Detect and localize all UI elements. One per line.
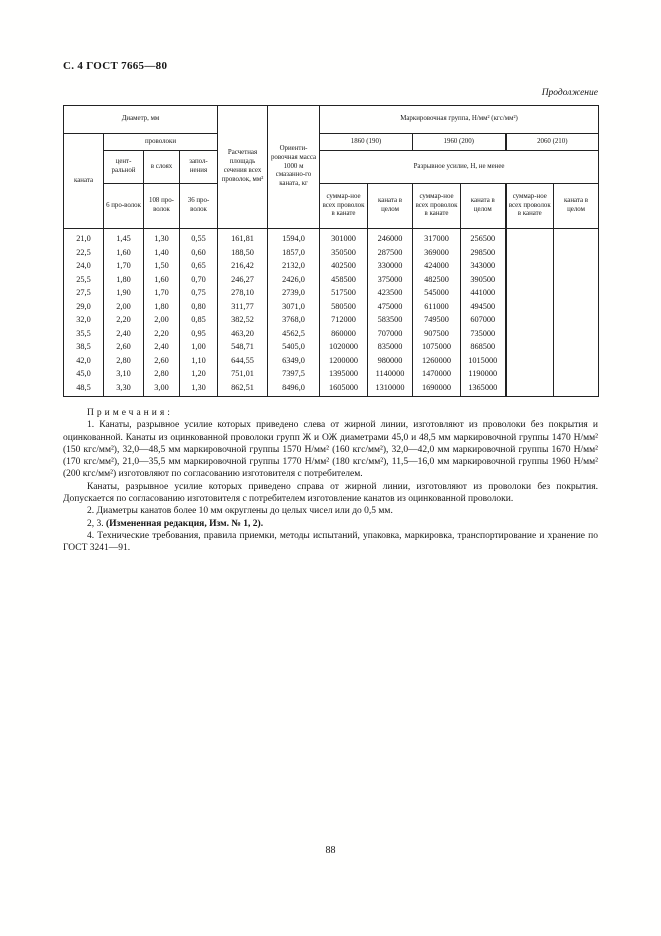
table-cell	[506, 327, 554, 341]
table-cell: 1365000	[461, 381, 506, 397]
table-cell: 545000	[413, 286, 461, 300]
table-cell: 749500	[413, 313, 461, 327]
table-cell	[506, 367, 554, 381]
table-row	[64, 286, 599, 300]
spec-table	[63, 105, 599, 397]
table-cell: 216,42	[218, 259, 268, 273]
continuation-label: Продолжение	[541, 88, 598, 98]
notes-section	[63, 407, 598, 555]
table-cell	[506, 246, 554, 260]
note-2-3	[63, 518, 598, 530]
table-cell: 32,0	[64, 313, 104, 327]
table-cell: 2,00	[144, 313, 180, 327]
table-cell: 1395000	[320, 367, 368, 381]
col-mass: Ориенти-ровочная масса 1000 м смазанно-го каната, кг	[268, 106, 320, 229]
table-cell: 1,10	[180, 354, 218, 368]
table-cell: 1,60	[144, 273, 180, 287]
table-cell: 1260000	[413, 354, 461, 368]
table-cell: 27,5	[64, 286, 104, 300]
table-cell: 21,0	[64, 229, 104, 246]
col-marking-group: Маркировочная группа, Н/мм² (кгс/мм²)	[320, 106, 599, 134]
table-cell: 42,0	[64, 354, 104, 368]
table-cell: 0,85	[180, 313, 218, 327]
table-cell: 1310000	[368, 381, 413, 397]
note-1: 1. Канаты, разрывное усилие которых приведено слева от жирной линии, изготовляют из проволоки без покрытия и оцинкованной. Канаты из оцинкованной проволоки групп Ж и ОЖ диаметрами 45,0 и 48,5 мм маркировочной группы 1470 Н/мм² (150 кгс/мм²), 32,0—48,5 мм маркировочной группы 1570 Н/мм² (160 кгс/мм²), 32,0—42,0 мм маркировочной группы 1670 Н/мм² (170 кгс/мм²), 21,0—35,5 мм маркировочной группы 1770 Н/мм² (180 кгс/мм²), 11,5—16,0 мм маркировочной группы 1960 Н/мм² (200 кгс/мм²) изготовляют по согласованию изготовителя с потребителем.	[63, 420, 598, 480]
table-cell: 0,65	[180, 259, 218, 273]
table-cell: 475000	[368, 300, 413, 314]
note-1-continued: Канаты, разрывное усилие которых приведено справа от жирной линии, изготовляют из проволоки без покрытия. Допускается по согласованию изготовителя с потребителем изготовление канатов из оцинкованной проволоки.	[63, 481, 598, 505]
table-cell: 517500	[320, 286, 368, 300]
table-cell: 22,5	[64, 246, 104, 260]
table-cell	[554, 246, 599, 260]
table-cell: 8496,0	[268, 381, 320, 397]
page-title: С. 4 ГОСТ 7665—80	[63, 60, 168, 72]
table-cell	[506, 354, 554, 368]
col-whole-rope-1960: каната в целом	[461, 184, 506, 229]
col-whole-rope-1860: каната в целом	[368, 184, 413, 229]
table-cell: 1,20	[180, 367, 218, 381]
table-cell: 482500	[413, 273, 461, 287]
table-cell: 1,30	[144, 229, 180, 246]
table-cell: 1,45	[104, 229, 144, 246]
table-cell: 2,60	[144, 354, 180, 368]
table-cell	[506, 340, 554, 354]
table-cell: 287500	[368, 246, 413, 260]
table-cell: 29,0	[64, 300, 104, 314]
table-cell	[554, 259, 599, 273]
table-cell	[506, 229, 554, 246]
table-cell: 1200000	[320, 354, 368, 368]
table-row	[64, 259, 599, 273]
table-row	[64, 300, 599, 314]
table-cell: 1,90	[104, 286, 144, 300]
col-sum-wires-1960: суммар-ное всех проволок в канате	[413, 184, 461, 229]
table-cell: 868500	[461, 340, 506, 354]
table-cell: 2,80	[104, 354, 144, 368]
table-cell: 735000	[461, 327, 506, 341]
table-cell: 246,27	[218, 273, 268, 287]
spec-table-head	[64, 106, 599, 229]
table-cell: 350500	[320, 246, 368, 260]
table-row	[64, 327, 599, 341]
col-wires: проволоки	[104, 134, 218, 151]
table-cell	[506, 259, 554, 273]
table-cell: 390500	[461, 273, 506, 287]
table-cell: 3,00	[144, 381, 180, 397]
notes-title-text: Примечания:	[87, 408, 173, 418]
table-cell: 3768,0	[268, 313, 320, 327]
table-cell: 3071,0	[268, 300, 320, 314]
table-cell: 611000	[413, 300, 461, 314]
table-cell: 1015000	[461, 354, 506, 368]
table-cell: 0,75	[180, 286, 218, 300]
spec-table-body	[64, 229, 599, 397]
table-cell	[554, 327, 599, 341]
table-cell: 1605000	[320, 381, 368, 397]
table-cell: 1,30	[180, 381, 218, 397]
table-row	[64, 229, 599, 246]
note-2-3-prefix: 2, 3.	[87, 518, 106, 529]
table-cell: 1,00	[180, 340, 218, 354]
note-4: 4. Технические требования, правила приемки, методы испытаний, упаковка, маркировка, транспортирование и хранение по ГОСТ 3241—91.	[63, 530, 598, 554]
table-cell: 0,55	[180, 229, 218, 246]
table-cell	[554, 229, 599, 246]
table-cell: 0,95	[180, 327, 218, 341]
table-cell: 0,80	[180, 300, 218, 314]
table-cell: 25,5	[64, 273, 104, 287]
table-cell: 2,20	[144, 327, 180, 341]
table-cell: 548,71	[218, 340, 268, 354]
table-cell: 1470000	[413, 367, 461, 381]
table-cell: 2,40	[144, 340, 180, 354]
table-cell	[506, 313, 554, 327]
table-cell: 3,10	[104, 367, 144, 381]
table-cell: 2739,0	[268, 286, 320, 300]
table-row	[64, 354, 599, 368]
col-calc-area: Расчетная площадь сечения всех проволок, мм²	[218, 106, 268, 229]
col-sum-wires-2060: суммар-ное всех проволок в канате	[506, 184, 554, 229]
table-cell: 1,50	[144, 259, 180, 273]
table-cell	[554, 340, 599, 354]
table-cell: 1190000	[461, 367, 506, 381]
table-cell: 3,30	[104, 381, 144, 397]
table-cell: 188,50	[218, 246, 268, 260]
table-cell: 441000	[461, 286, 506, 300]
table-cell	[506, 273, 554, 287]
table-cell: 301000	[320, 229, 368, 246]
table-cell: 712000	[320, 313, 368, 327]
table-cell	[554, 367, 599, 381]
table-cell	[554, 313, 599, 327]
col-108-wires: 108 про-волок	[144, 184, 180, 229]
page-number: 88	[325, 845, 336, 856]
table-cell: 458500	[320, 273, 368, 287]
table-cell: 375000	[368, 273, 413, 287]
table-cell: 862,51	[218, 381, 268, 397]
table-cell: 2,80	[144, 367, 180, 381]
table-cell	[506, 381, 554, 397]
table-cell: 423500	[368, 286, 413, 300]
table-cell: 2,40	[104, 327, 144, 341]
table-cell: 1,60	[104, 246, 144, 260]
table-cell: 278,10	[218, 286, 268, 300]
table-cell: 583500	[368, 313, 413, 327]
table-cell: 1,70	[104, 259, 144, 273]
table-cell: 1020000	[320, 340, 368, 354]
table-cell: 6349,0	[268, 354, 320, 368]
table-cell: 1,40	[144, 246, 180, 260]
table-cell: 0,70	[180, 273, 218, 287]
table-cell: 494500	[461, 300, 506, 314]
table-cell: 45,0	[64, 367, 104, 381]
table-cell	[506, 300, 554, 314]
col-group-1860: 1860 (190)	[320, 134, 413, 151]
table-cell: 298500	[461, 246, 506, 260]
notes-title	[63, 407, 598, 419]
col-diameter: Диаметр, мм	[64, 106, 218, 134]
table-cell: 35,5	[64, 327, 104, 341]
table-cell: 38,5	[64, 340, 104, 354]
note-2-3-bold: (Измененная редакция, Изм. № 1, 2).	[106, 518, 264, 529]
col-group-1960: 1960 (200)	[413, 134, 506, 151]
table-cell: 402500	[320, 259, 368, 273]
col-filling-wire: запол-нения	[180, 151, 218, 184]
table-cell: 580500	[320, 300, 368, 314]
table-cell: 2,00	[104, 300, 144, 314]
table-cell: 860000	[320, 327, 368, 341]
table-cell: 2,60	[104, 340, 144, 354]
table-cell: 7397,5	[268, 367, 320, 381]
table-cell	[506, 286, 554, 300]
table-cell: 1,80	[144, 300, 180, 314]
table-cell: 2,20	[104, 313, 144, 327]
table-cell: 1857,0	[268, 246, 320, 260]
table-cell: 1,70	[144, 286, 180, 300]
table-cell: 424000	[413, 259, 461, 273]
table-cell	[554, 286, 599, 300]
table-cell: 382,52	[218, 313, 268, 327]
table-cell: 311,77	[218, 300, 268, 314]
table-cell: 5405,0	[268, 340, 320, 354]
table-row	[64, 273, 599, 287]
table-row	[64, 340, 599, 354]
table-cell: 343000	[461, 259, 506, 273]
col-sum-wires-1860: суммар-ное всех проволок в канате	[320, 184, 368, 229]
col-breaking-force: Разрывное усилие, Н, не менее	[320, 151, 599, 184]
table-cell: 835000	[368, 340, 413, 354]
table-cell: 907500	[413, 327, 461, 341]
col-group-2060: 2060 (210)	[506, 134, 599, 151]
table-cell: 369000	[413, 246, 461, 260]
table-cell: 751,01	[218, 367, 268, 381]
table-cell: 980000	[368, 354, 413, 368]
table-cell	[554, 354, 599, 368]
col-6-wires: 6 про-волок	[104, 184, 144, 229]
table-cell	[554, 381, 599, 397]
table-cell: 317000	[413, 229, 461, 246]
table-cell: 1,80	[104, 273, 144, 287]
table-cell: 707000	[368, 327, 413, 341]
table-row	[64, 313, 599, 327]
table-cell: 607000	[461, 313, 506, 327]
table-cell: 1075000	[413, 340, 461, 354]
table-cell	[554, 300, 599, 314]
table-cell: 1140000	[368, 367, 413, 381]
table-row	[64, 367, 599, 381]
col-36-wires: 36 про-волок	[180, 184, 218, 229]
table-cell: 644,55	[218, 354, 268, 368]
table-cell: 48,5	[64, 381, 104, 397]
col-layer-wire: в слоях	[144, 151, 180, 184]
table-cell: 4562,5	[268, 327, 320, 341]
table-row	[64, 381, 599, 397]
table-row	[64, 246, 599, 260]
col-rope-diameter: каната	[64, 134, 104, 229]
table-cell: 161,81	[218, 229, 268, 246]
table-cell: 0,60	[180, 246, 218, 260]
table-cell	[554, 273, 599, 287]
table-cell: 1594,0	[268, 229, 320, 246]
table-cell: 330000	[368, 259, 413, 273]
table-cell: 1690000	[413, 381, 461, 397]
col-central-wire: цент-ральной	[104, 151, 144, 184]
table-cell: 2426,0	[268, 273, 320, 287]
table-cell: 463,20	[218, 327, 268, 341]
page-content	[63, 60, 598, 555]
table-cell: 246000	[368, 229, 413, 246]
table-cell: 256500	[461, 229, 506, 246]
table-cell: 24,0	[64, 259, 104, 273]
table-cell: 2132,0	[268, 259, 320, 273]
col-whole-rope-2060: каната в целом	[554, 184, 599, 229]
note-2: 2. Диаметры канатов более 10 мм округлены до целых чисел или до 0,5 мм.	[87, 506, 393, 517]
